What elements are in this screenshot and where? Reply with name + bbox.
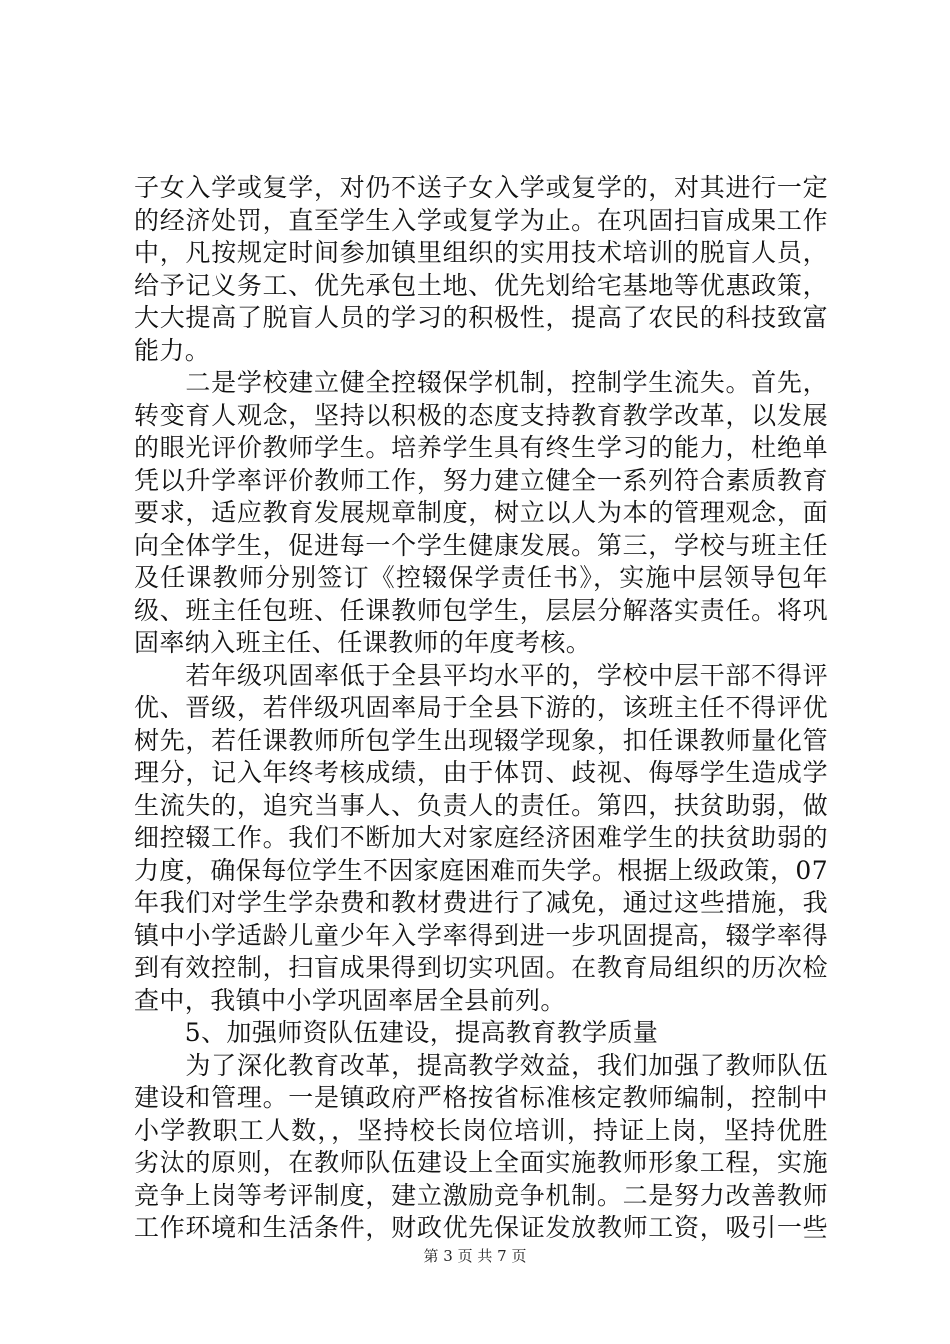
text-line: 生流失的，追究当事人、负责人的责任。第四，扶贫助弱，做 [134, 790, 828, 820]
text-line: 劣汰的原则，在教师队伍建设上全面实施教师形象工程，实施 [134, 1148, 828, 1177]
text-line: 理分，记入年终考核成绩，由于体罚、歧视、侮辱学生造成学 [134, 758, 828, 787]
body-text [134, 172, 828, 1245]
text-line: 竞争上岗等考评制度，建立激励竞争机制。二是努力改善教师 [134, 1180, 828, 1210]
text-line: 小学教职工人数，，坚持校长岗位培训，持证上岗，坚持优胜 [134, 1115, 828, 1145]
text-line: 优、晋级，若伴级巩固率局于全县下游的，该班主任不得评优 [134, 693, 828, 722]
text-line: 到有效控制，扫盲成果得到切实巩固。在教育局组织的历次检 [134, 953, 828, 982]
text-line: 能力。 [134, 335, 211, 365]
text-line: 大大提高了脱盲人员的学习的积极性，提高了农民的科技致富 [134, 303, 828, 332]
text-line: 树先，若任课教师所包学生出现辍学现象，扣任课教师量化管 [134, 725, 828, 755]
text-line: 子女入学或复学，对仍不送子女入学或复学的，对其进行一定 [134, 173, 828, 202]
text-line: 细控辍工作。我们不断加大对家庭经济困难学生的扶贫助弱的 [134, 823, 828, 852]
text-line: 中，凡按规定时间参加镇里组织的实用技术培训的脱盲人员， [134, 238, 828, 267]
section-heading: 5、加强师资队伍建设，提高教育教学质量 [134, 1018, 659, 1047]
page-number-footer: 第 3 页 共 7 页 [423, 1247, 527, 1265]
text-line: 的经济处罚，直至学生入学或复学为止。在巩固扫盲成果工作 [134, 205, 828, 235]
text-line: 及任课教师分别签订《控辍保学责任书》，实施中层领导包年 [134, 563, 828, 592]
text-line: 工作环境和生活条件，财政优先保证发放教师工资，吸引一些 [134, 1213, 828, 1242]
text-line: 镇中小学适龄儿童少年入学率得到进一步巩固提高，辍学率得 [134, 920, 828, 950]
text-line: 建设和管理。一是镇政府严格按省标准核定教师编制，控制中 [134, 1083, 828, 1112]
text-line: 二是学校建立健全控辍保学机制，控制学生流失。首先， [134, 368, 828, 397]
text-line: 年我们对学生学杂费和教材费进行了减免，通过这些措施，我 [134, 888, 828, 917]
text-line: 若年级巩固率低于全县平均水平的，学校中层干部不得评 [134, 660, 828, 690]
text-line: 向全体学生，促进每一个学生健康发展。第三，学校与班主任 [134, 530, 828, 560]
text-line: 凭以升学率评价教师工作，努力建立健全一系列符合素质教育 [134, 465, 828, 495]
text-line: 固率纳入班主任、任课教师的年度考核。 [134, 628, 592, 657]
text-line: 要求，适应教育发展规章制度，树立以人为本的管理观念，面 [134, 498, 828, 527]
text-line: 为了深化教育改革，提高教学效益，我们加强了教师队伍 [134, 1050, 828, 1080]
text-line: 级、班主任包班、任课教师包学生，层层分解落实责任。将巩 [134, 595, 828, 625]
text-line: 的眼光评价教师学生。培养学生具有终生学习的能力，杜绝单 [134, 433, 828, 462]
text-line: 给予记义务工、优先承包土地、优先划给宅基地等优惠政策， [134, 270, 828, 300]
text-line: 力度，确保每位学生不因家庭困难而失学。根据上级政策，07 [134, 855, 828, 885]
text-line: 转变育人观念，坚持以积极的态度支持教育教学改革，以发展 [134, 400, 828, 430]
text-line: 查中，我镇中小学巩固率居全县前列。 [134, 985, 566, 1015]
